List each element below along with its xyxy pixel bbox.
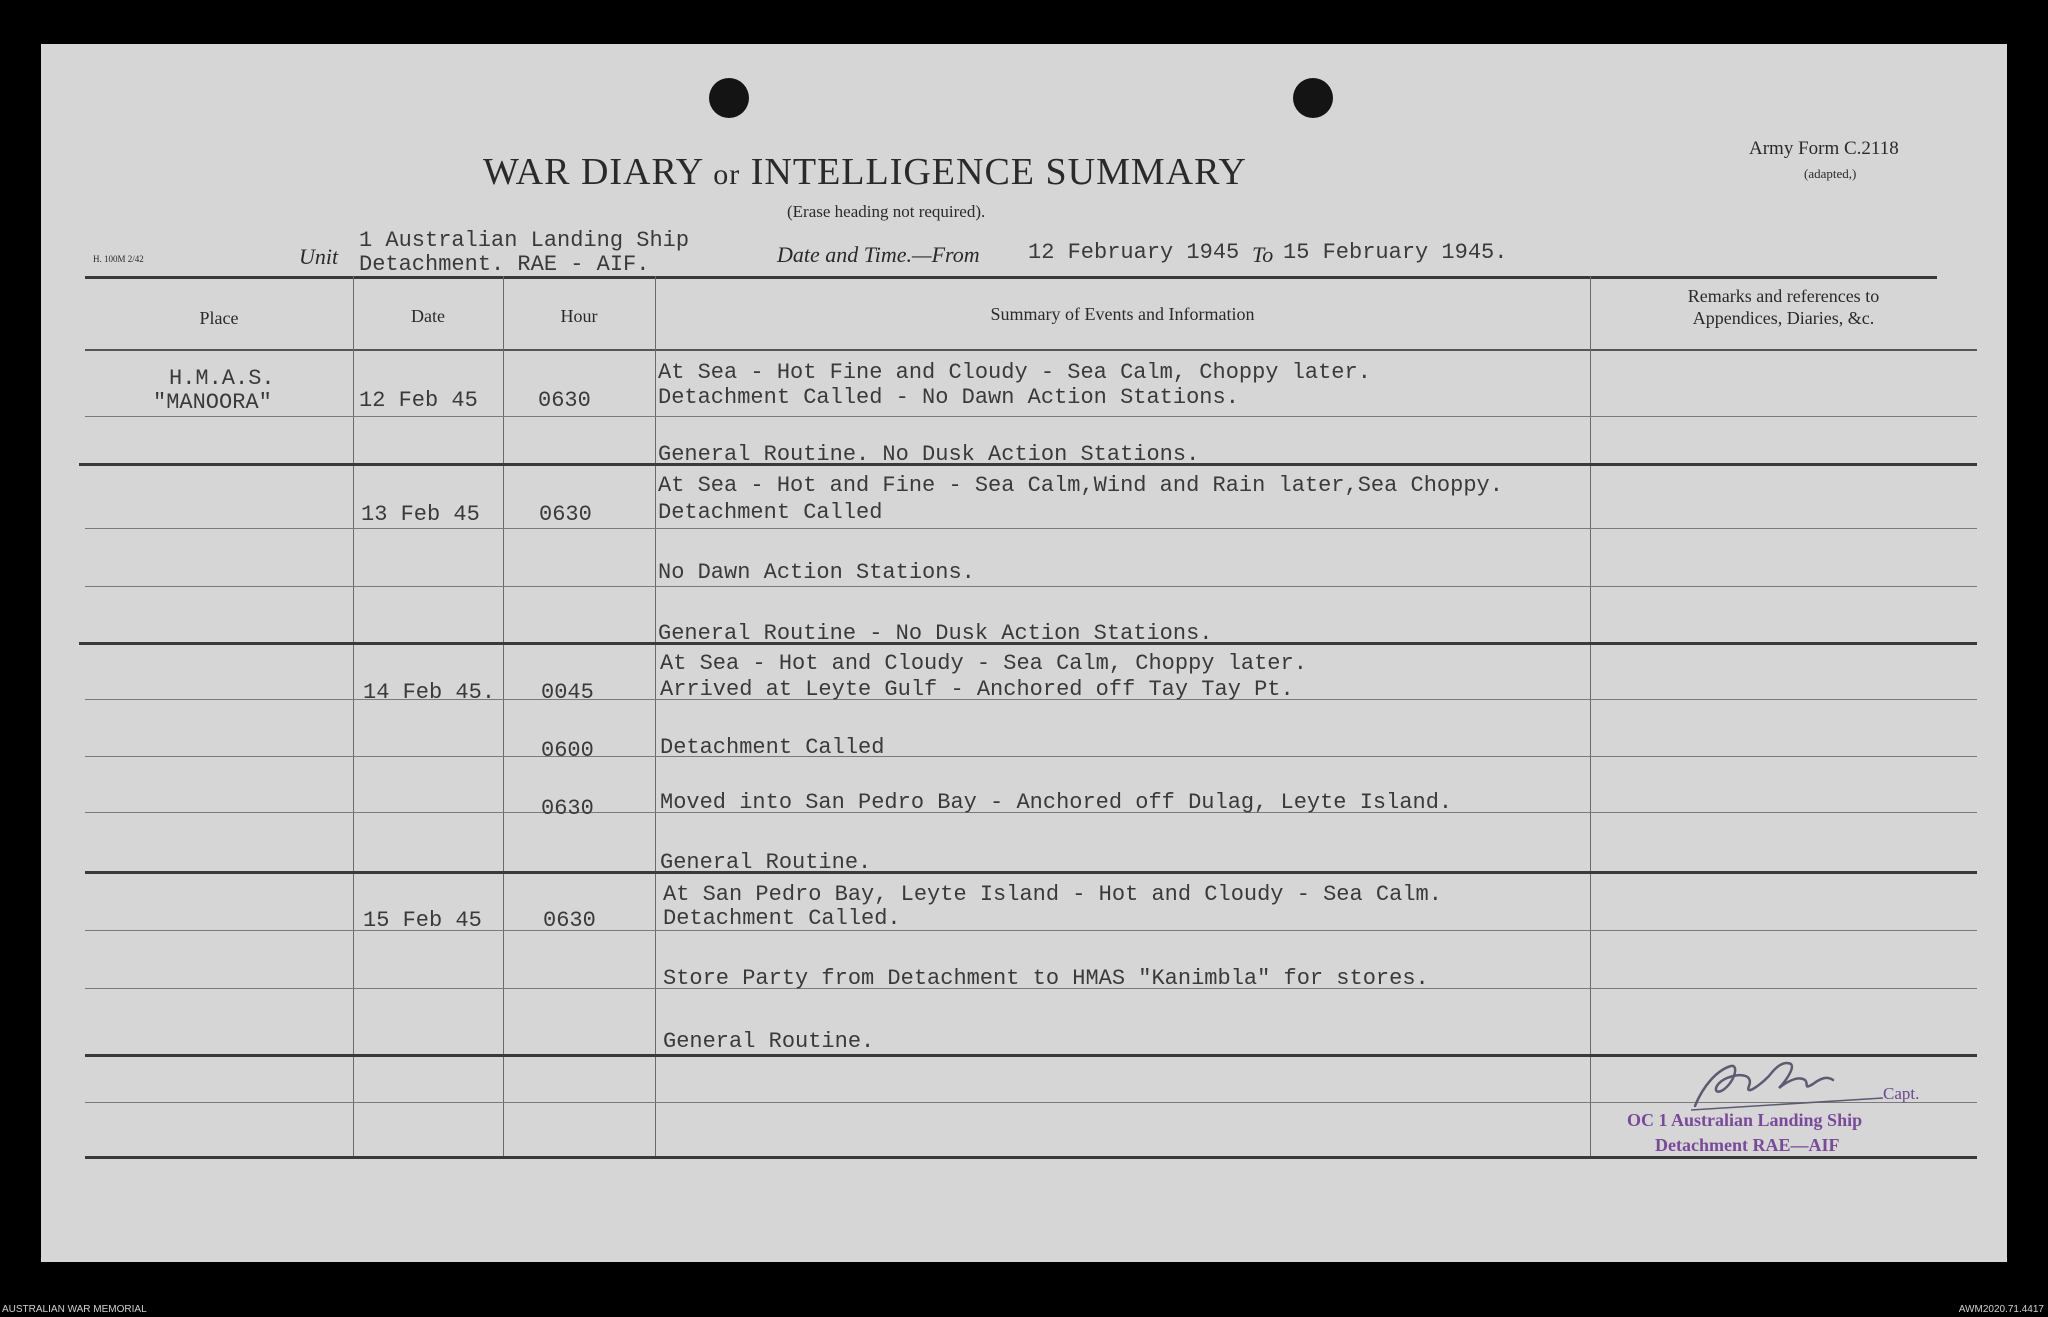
- adapted-label: (adapted,): [1804, 166, 1857, 181]
- army-form-label: Army Form C.2118: [1749, 138, 1899, 159]
- entry-text: At San Pedro Bay, Leyte Island - Hot and Cloudy - Sea Calm.: [663, 882, 1442, 907]
- signature: [1683, 1046, 1913, 1116]
- date-to: 15 February 1945.: [1283, 240, 1508, 265]
- table-top-rule: [85, 276, 1937, 279]
- punch-hole-right: [1293, 78, 1333, 118]
- entry-divider: [85, 871, 1977, 874]
- column-divider: [353, 276, 354, 1156]
- column-header-remarks-2: Appendices, Diaries, &c.: [1692, 308, 1875, 328]
- column-header-remarks-1: Remarks and references to: [1687, 286, 1880, 306]
- unit-line-2: Detachment. RAE - AIF.: [359, 252, 650, 277]
- punch-hole-left: [709, 78, 749, 118]
- entry-text: Detachment Called - No Dawn Action Stations.: [658, 385, 1239, 410]
- column-divider: [503, 276, 504, 1156]
- column-header-place: Place: [199, 308, 239, 328]
- header-bottom-rule: [85, 349, 1977, 351]
- entry-hour: 0630: [539, 502, 592, 527]
- entry-text: Arrived at Leyte Gulf - Anchored off Tay Tay Pt.: [660, 677, 1294, 702]
- footer-credit: AUSTRALIAN WAR MEMORIAL: [2, 1304, 147, 1315]
- row-rule: [85, 586, 1977, 587]
- entry-date: 12 Feb 45: [359, 388, 478, 413]
- entry-text: General Routine - No Dusk Action Stations.: [658, 621, 1213, 646]
- entry-hour: 0630: [543, 908, 596, 933]
- row-rule: [85, 416, 1977, 417]
- row-rule: [85, 756, 1977, 757]
- column-header-summary: Summary of Events and Information: [990, 304, 1255, 324]
- entry-text: General Routine.: [663, 1029, 875, 1054]
- stamp-line-2: Detachment RAE—AIF: [1655, 1135, 1840, 1155]
- entry-text: Store Party from Detachment to HMAS "Kanimbla" for stores.: [663, 966, 1429, 991]
- signature-rank: Capt.: [1883, 1084, 1920, 1103]
- footer-catalogue-number: AWM2020.71.4417: [1958, 1304, 2044, 1315]
- entry-text: At Sea - Hot and Cloudy - Sea Calm, Choppy later.: [660, 651, 1307, 676]
- column-header-date: Date: [411, 306, 445, 326]
- entry-text: At Sea - Hot Fine and Cloudy - Sea Calm, Choppy later.: [658, 360, 1371, 385]
- place-line-1: H.M.A.S.: [169, 366, 275, 391]
- unit-line-1: 1 Australian Landing Ship: [359, 228, 690, 253]
- column-divider: [1590, 276, 1591, 1156]
- row-rule: [85, 528, 1977, 529]
- erase-note: (Erase heading not required).: [787, 202, 986, 221]
- place-line-2: "MANOORA": [153, 390, 272, 415]
- entry-text: General Routine. No Dusk Action Stations.: [658, 442, 1200, 467]
- date-label: Date and Time.—From: [777, 242, 980, 267]
- entry-text: Detachment Called: [658, 500, 883, 525]
- diary-page: [41, 44, 2007, 1262]
- date-to-label: To: [1252, 242, 1274, 267]
- unit-label: Unit: [299, 244, 339, 269]
- print-code: H. 100M 2/42: [93, 254, 144, 264]
- entry-date: 15 Feb 45: [363, 908, 482, 933]
- date-from: 12 February 1945: [1028, 240, 1240, 265]
- entry-hour: 0600: [541, 738, 594, 763]
- entry-hour: 0630: [541, 796, 594, 821]
- entry-hour: 0630: [538, 388, 591, 413]
- entry-text: Detachment Called.: [663, 906, 901, 931]
- entry-hour: 0045: [541, 680, 594, 705]
- column-divider: [655, 276, 656, 1156]
- column-header-hour: Hour: [560, 306, 598, 326]
- entry-text: No Dawn Action Stations.: [658, 560, 975, 585]
- table-bottom-rule: [85, 1156, 1977, 1159]
- entry-text: Moved into San Pedro Bay - Anchored off Dulag, Leyte Island.: [660, 790, 1453, 815]
- entry-date: 13 Feb 45: [361, 502, 480, 527]
- page-title: WAR DIARY or INTELLIGENCE SUMMARY: [483, 151, 1247, 193]
- stamp-line-1: OC 1 Australian Landing Ship: [1627, 1110, 1863, 1130]
- entry-text: General Routine.: [660, 850, 872, 875]
- entry-text: At Sea - Hot and Fine - Sea Calm,Wind and Rain later,Sea Choppy.: [658, 473, 1503, 498]
- entry-date: 14 Feb 45.: [363, 680, 496, 705]
- entry-text: Detachment Called: [660, 735, 885, 760]
